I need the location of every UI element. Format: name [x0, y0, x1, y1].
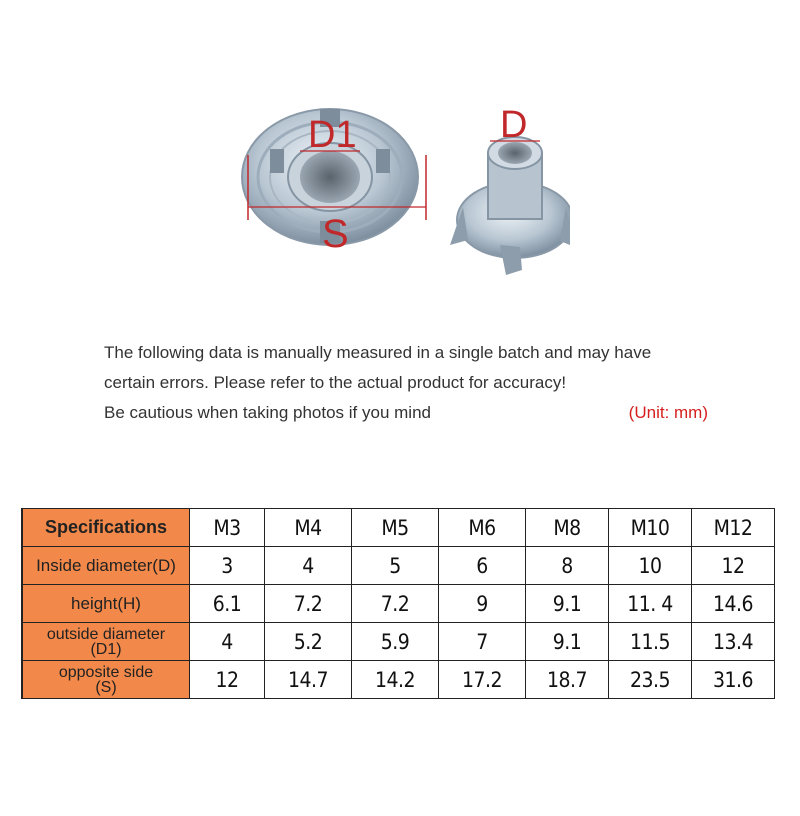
table-cell: 3	[190, 547, 265, 585]
table-cell: 6.1	[190, 585, 265, 623]
tee-nut-product-photo	[230, 95, 570, 285]
table-cell: 4	[190, 623, 265, 661]
table-cell: 11. 4	[609, 585, 692, 623]
table-cell: 17.2	[439, 661, 526, 699]
table-cell: 13.4	[692, 623, 775, 661]
size-cell: M5	[352, 509, 439, 547]
note-line-1: The following data is manually measured in a single batch and may have	[104, 343, 652, 362]
tee-nut-side-view	[450, 104, 570, 275]
size-cell: M12	[692, 509, 775, 547]
table-cell: 7	[439, 623, 526, 661]
d-label: D	[500, 104, 528, 146]
table-cell: 7.2	[265, 585, 352, 623]
table-cell: 6	[439, 547, 526, 585]
table-row	[22, 623, 775, 661]
row-label-line: outside diameter	[46, 625, 166, 643]
table-cell: 14.2	[352, 661, 439, 699]
d1-label: D1	[308, 114, 357, 156]
table-cell: 5	[352, 547, 439, 585]
table-cell: 4	[265, 547, 352, 585]
table-cell: 12	[190, 661, 265, 699]
spec-table	[21, 508, 775, 699]
table-cell: 9.1	[526, 623, 609, 661]
row-label-opposite-side	[22, 661, 190, 699]
table-row	[22, 661, 775, 699]
size-cell: M6	[439, 509, 526, 547]
table-cell: 8	[526, 547, 609, 585]
note-line-2: certain errors. Please refer to the actual product for accuracy!	[104, 373, 567, 392]
table-cell: 18.7	[526, 661, 609, 699]
row-label-inside-diameter: Inside diameter(D)	[22, 547, 190, 585]
table-header-row	[22, 509, 775, 547]
table-cell: 9	[439, 585, 526, 623]
s-label: S	[322, 212, 349, 256]
size-cell: M4	[265, 509, 352, 547]
tee-nut-top-view	[242, 109, 426, 256]
size-cell: M8	[526, 509, 609, 547]
size-cell: M10	[609, 509, 692, 547]
table-cell: 14.6	[692, 585, 775, 623]
note-line-3-text: Be cautious when taking photos if you mind	[104, 403, 431, 422]
size-cell: M3	[190, 509, 265, 547]
row-label-line: (D1)	[90, 640, 122, 658]
table-cell: 5.2	[265, 623, 352, 661]
table-cell: 9.1	[526, 585, 609, 623]
unit-label: (Unit: mm)	[628, 403, 708, 422]
table-cell: 23.5	[609, 661, 692, 699]
table-cell: 14.7	[265, 661, 352, 699]
row-label-height: height(H)	[22, 585, 190, 623]
table-cell: 11.5	[609, 623, 692, 661]
row-label-outside-diameter	[22, 623, 190, 661]
table-cell: 31.6	[692, 661, 775, 699]
table-row	[22, 547, 775, 585]
row-label-line: (S)	[95, 678, 117, 696]
measurement-note	[104, 338, 744, 428]
row-label-line: opposite side	[58, 663, 154, 681]
table-cell: 10	[609, 547, 692, 585]
table-cell: 7.2	[352, 585, 439, 623]
table-row	[22, 585, 775, 623]
table-cell: 12	[692, 547, 775, 585]
note-line-3	[104, 398, 744, 428]
specifications-header: Specifications	[22, 509, 190, 547]
table-cell: 5.9	[352, 623, 439, 661]
